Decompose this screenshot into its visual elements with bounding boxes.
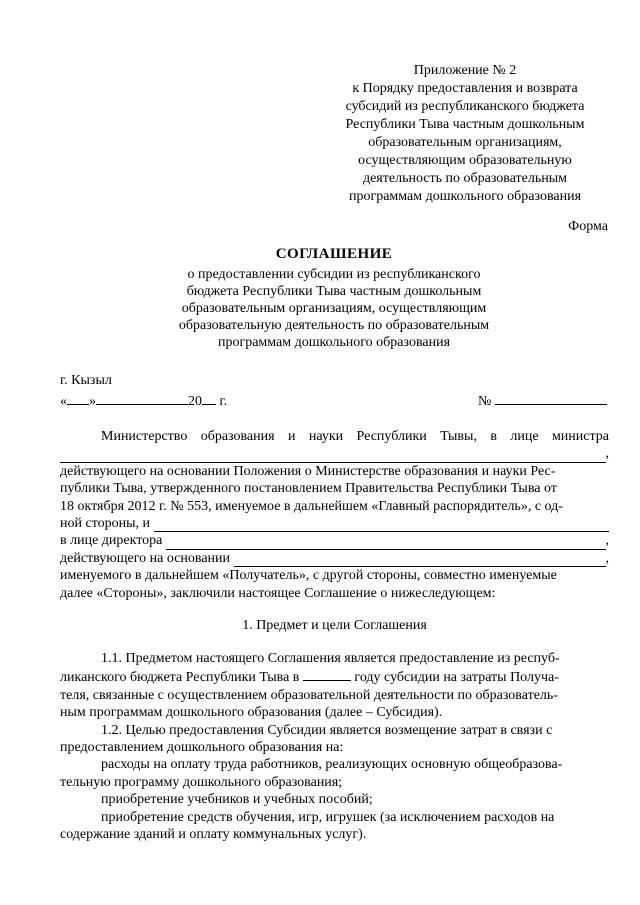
month-blank[interactable]: [96, 391, 188, 405]
list-item-line: содержание зданий и оплату коммунальных услуг).: [60, 827, 367, 843]
subtitle-line: образовательным организациям, осуществляющим: [181, 301, 487, 316]
word: Министерство: [101, 429, 188, 444]
subtitle-line: программам дошкольного образования: [217, 335, 451, 350]
date-quote-open: «: [60, 394, 67, 409]
section-1-body: [60, 650, 609, 843]
word: в: [490, 429, 497, 444]
director-row: [60, 532, 609, 549]
word: образования: [200, 429, 275, 444]
text-segment: ликанского бюджета Республики Тыва в: [60, 670, 300, 686]
title-block: [60, 246, 608, 351]
punct: ,: [605, 533, 609, 549]
word: и: [287, 429, 296, 444]
appendix-line: осуществляющим образовательную: [358, 153, 572, 168]
appendix-line: субсидий из республиканского бюджета: [345, 99, 585, 114]
preamble: [60, 428, 609, 602]
number-blank[interactable]: [495, 391, 607, 405]
subtitle-line: бюджета Республики Тыва частным дошкольным: [186, 284, 482, 299]
clause-line: 1.1. Предметом настоящего Соглашения является предоставление из респуб-: [101, 651, 560, 666]
appendix-header: [300, 62, 630, 206]
year-blank[interactable]: [303, 667, 351, 681]
clause-line: ным программам дошкольного образования (далее – Субсидия).: [60, 705, 443, 721]
section-heading: 1. Предмет и цели Соглашения: [242, 618, 427, 633]
subtitle-line: образовательную деятельность по образовательным: [178, 318, 490, 333]
place-of-signing: г. Кызыл: [60, 373, 112, 388]
minister-name-blank[interactable]: [60, 449, 606, 463]
list-item-line: расходы на оплату труда работников, реализующих основную общеобразова-: [101, 757, 563, 773]
word: Республики: [356, 429, 427, 444]
line-prefix: действующего на основании: [60, 550, 231, 566]
preamble-line: 18 октября 2012 г. № 553, именуемое в дальнейшем «Главный распорядитель», с од-: [60, 498, 563, 514]
appendix-line: к Порядку предоставления и возврата: [352, 81, 578, 96]
date-quote-close: »: [89, 394, 96, 409]
date-line: [60, 391, 227, 411]
punct: ,: [605, 550, 609, 566]
word: лице: [510, 429, 539, 444]
year-blank[interactable]: [202, 391, 216, 405]
document-subtitle: [60, 266, 608, 351]
line-prefix: ной стороны, и: [60, 516, 151, 532]
clause-line: [60, 667, 609, 686]
director-name-blank[interactable]: [166, 536, 605, 550]
preamble-line: далее «Стороны», заключили настоящее Соглашение о нижеследующем:: [60, 585, 496, 601]
word: министра: [551, 429, 609, 444]
form-label: Форма: [568, 219, 608, 234]
word: науки: [308, 429, 344, 444]
preamble-line: [60, 428, 609, 445]
clause-line: предоставлением дошкольного образования на:: [60, 740, 344, 756]
year-prefix: 20: [188, 394, 202, 409]
appendix-line: Республики Тыва частным дошкольным: [345, 117, 585, 132]
clause-line: 1.2. Целью предоставления Субсидии является возмещение затрат в связи с: [101, 722, 553, 738]
punct: ,: [605, 446, 609, 462]
preamble-line: публики Тыва, утвержденного постановлением Правительства Республики Тыва от: [60, 481, 557, 497]
list-item-line: тельную программу дошкольного образования;: [60, 774, 343, 790]
appendix-line: образовательным организациям,: [368, 135, 562, 150]
recipient-row: [60, 515, 609, 532]
text-segment: году субсидии на затраты Получа-: [354, 670, 559, 686]
subtitle-line: о предоставлении субсидии из республиканского: [187, 267, 481, 282]
line-prefix: в лице директора: [60, 533, 163, 549]
preamble-line: именуемого в дальнейшем «Получатель», с другой стороны, совместно именуемые: [60, 568, 557, 584]
clause-line: теля, связанные с осуществлением образовательной деятельности по образователь-: [60, 687, 558, 703]
recipient-name-blank[interactable]: [154, 518, 609, 532]
word: Тывы,: [440, 429, 477, 444]
appendix-line: деятельность по образовательным: [362, 171, 568, 186]
minister-name-row: [60, 445, 609, 462]
day-blank[interactable]: [67, 391, 89, 405]
year-suffix: г.: [219, 394, 228, 409]
basis-row: [60, 550, 609, 567]
appendix-line: Приложение № 2: [413, 63, 517, 78]
preamble-line: действующего на основании Положения о Министерстве образования и науки Рес-: [60, 463, 556, 479]
list-item-line: приобретение учебников и учебных пособий;: [101, 792, 373, 808]
appendix-line: программам дошкольного образования: [348, 189, 582, 204]
agreement-number: [478, 391, 607, 411]
document-title: СОГЛАШЕНИЕ: [275, 246, 393, 262]
list-item-line: приобретение средств обучения, игр, игрушек (за исключением расходов на: [101, 809, 555, 825]
number-label: №: [478, 394, 492, 409]
basis-blank[interactable]: [234, 553, 605, 567]
